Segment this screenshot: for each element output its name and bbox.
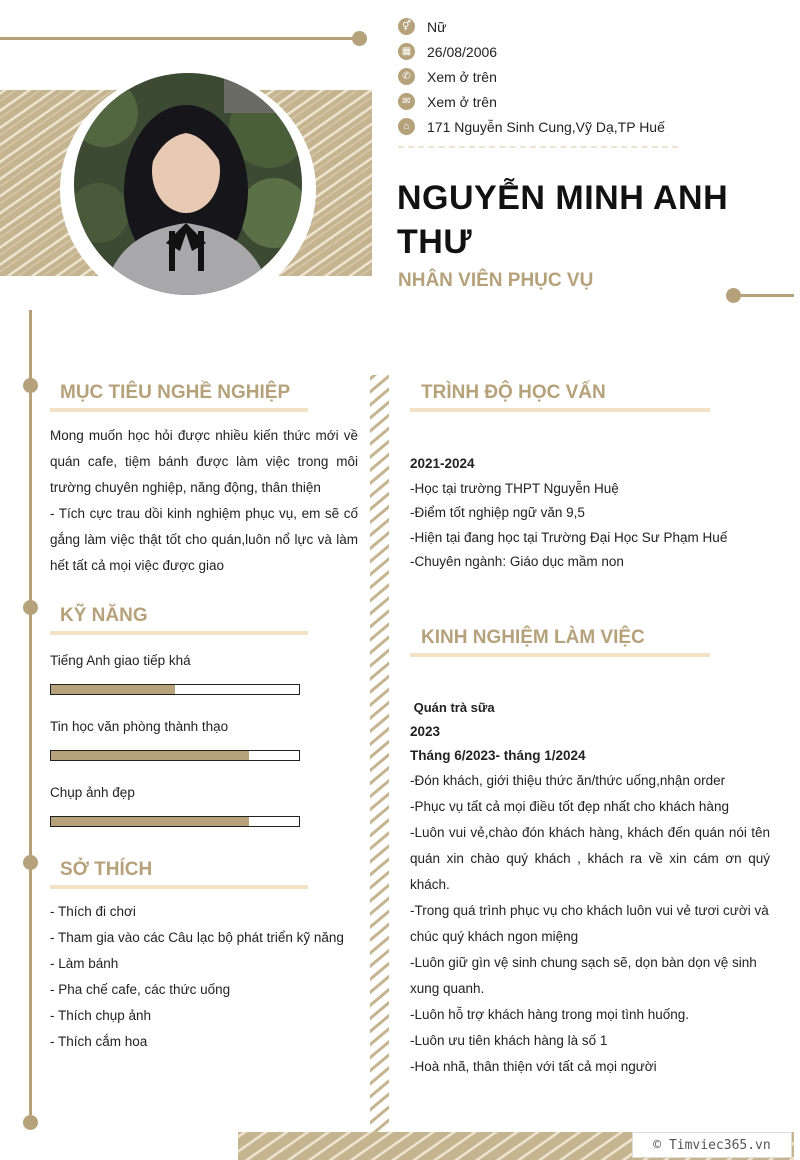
list-item: - Thích cắm hoa [50, 1034, 148, 1049]
email-icon: ✉ [398, 93, 415, 110]
timeline-dot [23, 855, 38, 870]
skill-bar-fill [51, 817, 249, 826]
section-title-experience: KINH NGHIỆM LÀM VIỆC [421, 627, 645, 648]
name-line: NGUYỄN MINH ANH [397, 179, 729, 217]
experience-line: -Hoà nhã, thân thiện với tất cả mọi người [410, 1059, 657, 1074]
contact-gender [398, 14, 788, 39]
contact-text: Xem ở trên [427, 68, 497, 85]
timeline-dot [23, 378, 38, 393]
experience-line: -Phục vụ tất cả mọi điều tốt đẹp nhất cho khách hàng [410, 799, 729, 814]
calendar-icon: ▦ [398, 43, 415, 60]
skill-bar [50, 816, 300, 827]
contact-text: Nữ [427, 18, 447, 35]
contact-text: 26/08/2006 [427, 43, 498, 60]
section-title-education: TRÌNH ĐỘ HỌC VẤN [421, 382, 606, 403]
skill-bar-fill [51, 751, 249, 760]
experience-year: 2023 [410, 724, 441, 739]
education-line: -Hiện tại đang học tại Trường Đại Học Sư Phạm Huế [410, 529, 728, 545]
skill-bar [50, 684, 300, 695]
experience-line: -Luôn vui vẻ,chào đón khách hàng, khách đến quán nói tên quán xin chào quý khách , khách ra về xin cám ơn quý khách. [410, 825, 770, 892]
contact-info [398, 14, 788, 139]
name-line: THƯ [397, 223, 473, 261]
list-item: - Thích chụp ảnh [50, 1008, 152, 1023]
contact-text: 171 Nguyễn Sinh Cung,Vỹ Dạ,TP Huế [427, 118, 665, 135]
experience-line: -Luôn ưu tiên khách hàng là số 1 [410, 1033, 608, 1048]
dashed-divider [398, 146, 678, 148]
footer-watermark[interactable]: © Timviec365.vn [632, 1132, 792, 1158]
section-underline [50, 885, 308, 889]
contact-birthday [398, 39, 788, 64]
list-item: - Tham gia vào các Câu lạc bộ phát triển kỹ năng [50, 930, 344, 945]
candidate-name [397, 176, 787, 264]
contact-email [398, 89, 788, 114]
contact-address [398, 114, 788, 139]
section-title-hobbies: SỞ THÍCH [60, 859, 153, 880]
objective-paragraph: - Tích cực trau dồi kinh nghiệm phục vụ, em sẽ cố gắng làm việc thật tốt cho quán,luôn nổ lực và làm hết tất cả mọi việc được giao [50, 506, 358, 573]
list-item: - Thích đi chơi [50, 904, 136, 919]
list-item: - Làm bánh [50, 956, 119, 971]
timeline-dot [23, 1115, 38, 1130]
decorative-divider [370, 375, 389, 1160]
section-underline [50, 408, 308, 412]
skill-label: Tin học văn phòng thành thạo [50, 719, 229, 734]
section-underline [410, 653, 710, 657]
education-line: -Điểm tốt nghiệp ngữ văn 9,5 [410, 505, 585, 520]
decorative-line [0, 37, 358, 40]
education-line: -Học tại trường THPT Nguyễn Huệ [410, 480, 619, 496]
home-icon: ⌂ [398, 118, 415, 135]
hobbies-list [50, 899, 344, 1055]
section-underline [50, 631, 308, 635]
experience-block [410, 696, 770, 1080]
experience-company: Quán trà sữa [410, 700, 495, 715]
skill-label: Chụp ảnh đẹp [50, 785, 135, 800]
experience-line: -Luôn hỗ trợ khách hàng trong mọi tình huống. [410, 1007, 690, 1022]
decorative-dot [352, 31, 367, 46]
avatar [74, 73, 302, 295]
list-item: - Pha chế cafe, các thức uống [50, 982, 231, 997]
timeline-dot [23, 600, 38, 615]
skill-bar [50, 750, 300, 761]
section-title-skills: KỸ NĂNG [60, 605, 148, 626]
phone-icon: ✆ [398, 68, 415, 85]
education-line: -Chuyên ngành: Giáo dục mầm non [410, 554, 624, 569]
education-period: 2021-2024 [410, 456, 475, 471]
experience-period: Tháng 6/2023- tháng 1/2024 [410, 748, 586, 763]
section-underline [410, 408, 710, 412]
experience-line: -Trong quá trình phục vụ cho khách luôn vui vẻ tươi cười và chúc quý khách ngon miệng [410, 903, 769, 944]
objective-text [50, 423, 358, 579]
contact-phone [398, 64, 788, 89]
experience-line: -Đón khách, giới thiệu thức ăn/thức uống,nhận order [410, 773, 726, 788]
job-title: NHÂN VIÊN PHỤC VỤ [398, 270, 594, 291]
skill-bar-fill [51, 685, 175, 694]
section-title-objective: MỤC TIÊU NGHỀ NGHIỆP [60, 382, 291, 403]
education-block [410, 452, 790, 575]
timeline-line [29, 310, 32, 1122]
objective-paragraph: Mong muốn học hỏi được nhiều kiến thức mới về quán cafe, tiệm bánh được làm việc trong môi trường chuyên nghiệp, năng động, thân thiện [50, 428, 358, 495]
gender-icon: ⚥ [398, 18, 415, 35]
contact-text: Xem ở trên [427, 93, 497, 110]
skill-label: Tiếng Anh giao tiếp khá [50, 653, 191, 668]
experience-line: -Luôn giữ gìn vệ sinh chung sạch sẽ, dọn bàn dọn vệ sinh xung quanh. [410, 955, 757, 996]
decorative-line [738, 294, 794, 297]
